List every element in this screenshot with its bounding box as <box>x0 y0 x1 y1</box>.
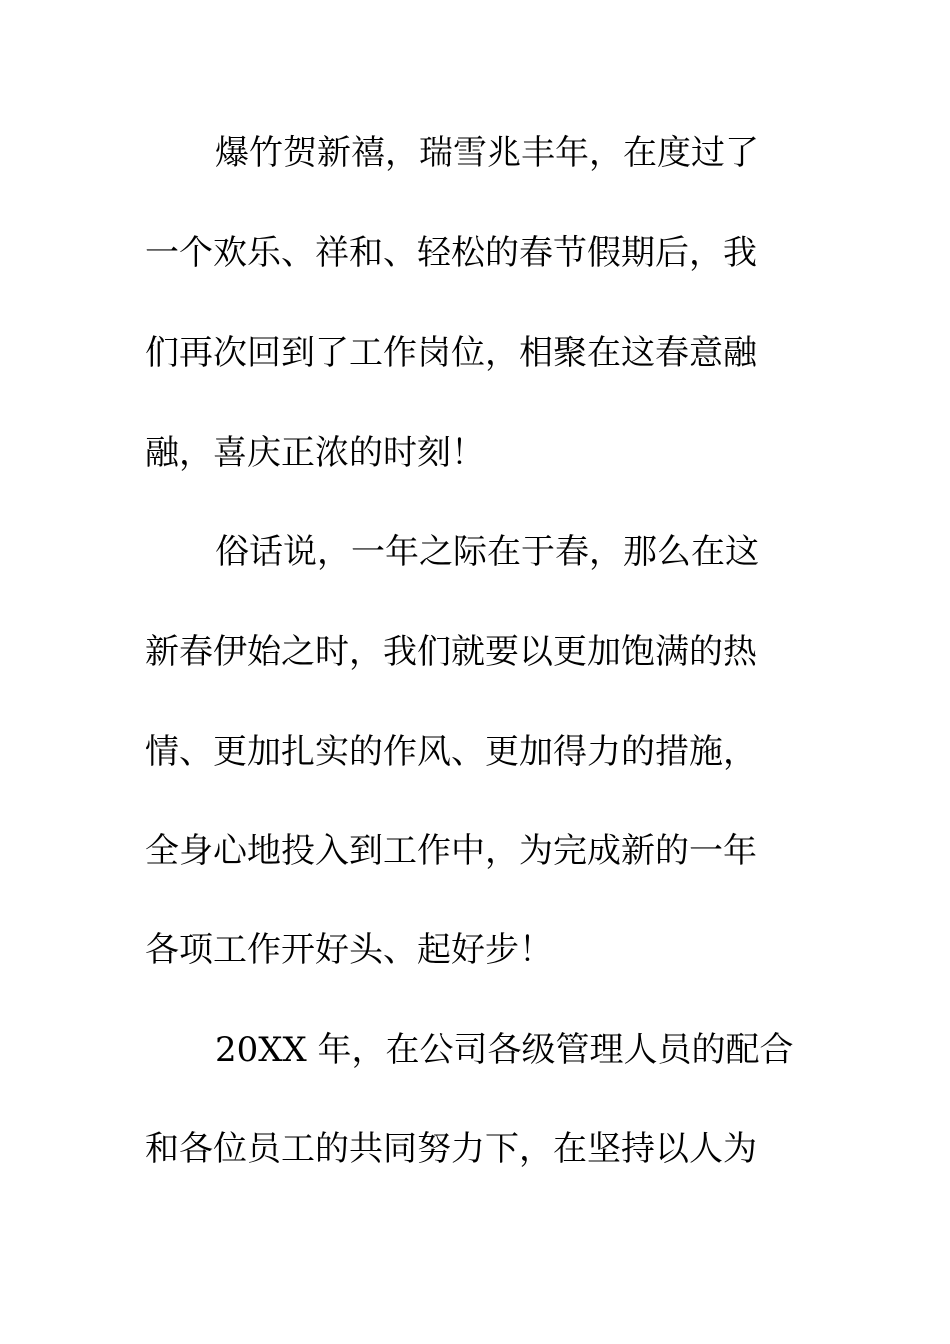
paragraph-2-line-2: 新春伊始之时，我们就要以更加饱满的热 <box>145 632 757 672</box>
paragraph-1-line-4: 融，喜庆正浓的时刻！ <box>145 433 485 473</box>
paragraph-3-line-2: 和各位员工的共同努力下，在坚持以人为 <box>145 1129 757 1169</box>
paragraph-1-line-1: 爆竹贺新禧，瑞雪兆丰年，在度过了 <box>215 133 759 173</box>
paragraph-2-line-4: 全身心地投入到工作中，为完成新的一年 <box>145 831 757 871</box>
paragraph-2-line-3: 情、更加扎实的作风、更加得力的措施， <box>145 732 757 772</box>
paragraph-1-line-3: 们再次回到了工作岗位，相聚在这春意融 <box>145 333 757 373</box>
paragraph-1-line-2: 一个欢乐、祥和、轻松的春节假期后，我 <box>145 233 757 273</box>
paragraph-2-line-1: 俗话说，一年之际在于春，那么在这 <box>215 532 759 572</box>
paragraph-3-line-1: 20XX 年，在公司各级管理人员的配合 <box>215 1030 794 1070</box>
paragraph-2-line-5: 各项工作开好头、起好步！ <box>145 930 553 970</box>
